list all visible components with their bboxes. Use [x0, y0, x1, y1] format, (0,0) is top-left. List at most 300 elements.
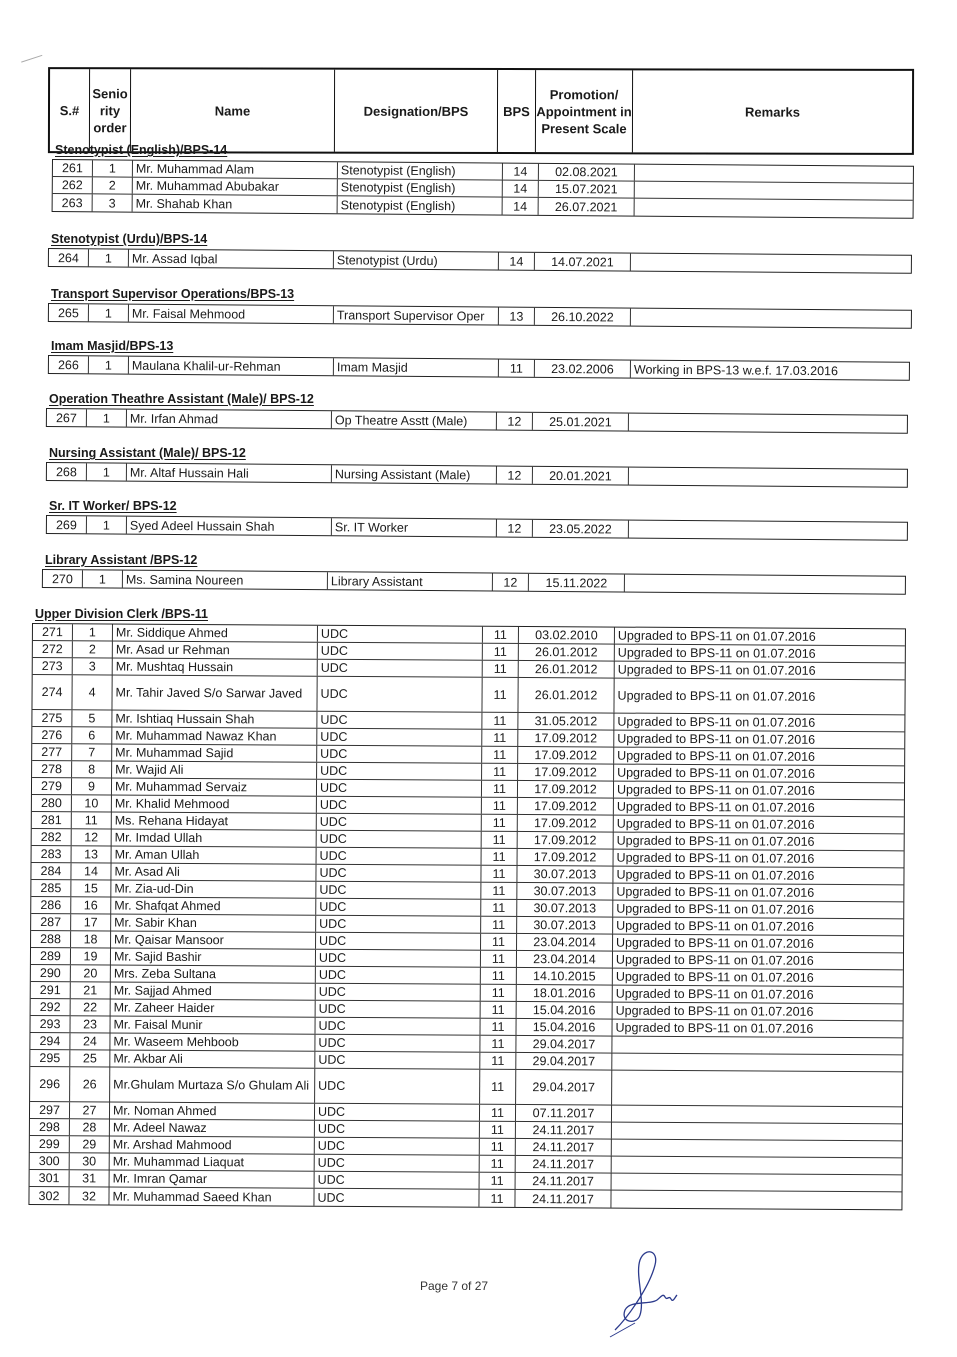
cell-promotion-date: 29.04.2017	[516, 1053, 612, 1070]
header-name: Name	[131, 69, 335, 151]
cell-bps: 11	[480, 1070, 516, 1104]
cell-name: Mr. Khalid Mehmood	[112, 795, 317, 812]
cell-name: Mr. Wajid Ali	[112, 761, 317, 778]
cell-sn: 265	[49, 304, 89, 321]
cell-name: Mr. Shafqat Ahmed	[111, 897, 316, 914]
cell-bps: 11	[482, 764, 518, 780]
cell-remarks	[629, 521, 907, 540]
cell-promotion-date: 26.01.2012	[519, 661, 615, 678]
cell-designation: UDC	[316, 882, 481, 899]
cell-name: Mr. Asad ur Rehman	[113, 641, 318, 658]
cell-designation: UDC	[315, 1069, 480, 1104]
cell-sn: 268	[47, 463, 87, 480]
cell-designation: Imam Masjid	[334, 358, 499, 376]
cell-sn: 267	[47, 409, 87, 426]
cell-designation: Transport Supervisor Oper	[334, 306, 499, 324]
cell-designation: UDC	[315, 1104, 480, 1121]
cell-seniority: 20	[71, 965, 111, 981]
section-title: Library Assistant /BPS-12	[45, 553, 198, 567]
cell-seniority: 9	[72, 778, 112, 794]
cell-bps: 11	[480, 1122, 516, 1138]
cell-bps: 14	[503, 181, 539, 197]
cell-remarks	[631, 254, 911, 273]
cell-promotion-date: 26.01.2012	[519, 644, 615, 661]
cell-promotion-date: 26.01.2012	[518, 678, 614, 713]
cell-promotion-date: 18.01.2016	[517, 985, 613, 1002]
cell-sn: 273	[33, 658, 73, 674]
cell-name: Mr. Siddique Ahmed	[113, 624, 318, 641]
cell-name: Mr. Zia-ud-Din	[111, 880, 316, 897]
cell-promotion-date: 31.05.2012	[518, 713, 614, 730]
cell-bps: 11	[481, 917, 517, 933]
cell-bps: 11	[480, 1053, 516, 1069]
cell-designation: Stenotypist (English)	[338, 196, 503, 214]
cell-sn: 293	[31, 1016, 71, 1032]
table-row	[43, 570, 905, 594]
cell-designation: Nursing Assistant (Male)	[332, 465, 497, 483]
cell-designation: UDC	[315, 1035, 480, 1052]
cell-sn: 261	[53, 160, 93, 176]
section	[46, 392, 908, 427]
cell-designation: UDC	[317, 712, 482, 729]
cell-seniority: 17	[71, 914, 111, 930]
cell-remarks: Upgraded to BPS-11 on 01.07.2016	[616, 782, 815, 798]
section	[48, 232, 912, 267]
cell-remarks: Upgraded to BPS-11 on 01.07.2016	[616, 884, 815, 900]
cell-sn: 291	[31, 982, 71, 998]
signature-image	[595, 1245, 685, 1345]
section-title: Imam Masjid/BPS-13	[51, 339, 174, 353]
cell-seniority: 15	[71, 880, 111, 896]
cell-sn: 272	[33, 641, 73, 657]
cell-remarks: Upgraded to BPS-11 on 01.07.2016	[615, 969, 814, 985]
cell-bps: 11	[481, 951, 517, 967]
cell-sn: 295	[30, 1050, 70, 1066]
cell-bps: 14	[503, 198, 539, 215]
cell-bps: 11	[482, 832, 518, 848]
cell-bps: 12	[497, 467, 533, 484]
cell-designation: UDC	[316, 916, 481, 933]
cell-name: Mr. Muhammad Sajid	[112, 744, 317, 761]
cell-remarks	[612, 1106, 902, 1124]
cell-seniority: 7	[72, 744, 112, 760]
cell-sn: 276	[32, 727, 72, 743]
cell-name: Mr. Waseem Mehboob	[110, 1033, 315, 1050]
cell-bps: 12	[497, 520, 533, 537]
cell-sn: 294	[30, 1033, 70, 1049]
cell-sn: 289	[31, 948, 71, 964]
cell-bps: 11	[499, 360, 535, 377]
cell-designation: Library Assistant	[328, 572, 493, 590]
cell-name: Mr.Ghulam Murtaza S/o Ghulam Ali	[110, 1067, 315, 1102]
table-row	[47, 409, 907, 433]
table-row	[49, 304, 911, 328]
cell-designation: UDC	[317, 746, 482, 763]
cell-designation: UDC	[316, 950, 481, 967]
cell-designation: UDC	[315, 1138, 480, 1155]
cell-remarks: Upgraded to BPS-11 on 01.07.2016	[616, 799, 815, 815]
cell-promotion-date: 17.09.2012	[518, 849, 614, 866]
cell-promotion-date: 23.05.2022	[533, 520, 629, 538]
section-title: Upper Division Clerk /BPS-11	[35, 607, 208, 621]
cell-seniority: 19	[71, 948, 111, 964]
cell-designation: UDC	[317, 729, 482, 746]
cell-designation: UDC	[315, 1052, 480, 1069]
cell-remarks: Upgraded to BPS-11 on 01.07.2016	[616, 918, 815, 934]
cell-promotion-date: 25.01.2021	[533, 413, 629, 431]
cell-bps: 11	[482, 713, 518, 729]
cell-name: Mr. Aman Ullah	[112, 846, 317, 863]
cell-seniority: 10	[72, 795, 112, 811]
cell-seniority: 18	[71, 931, 111, 947]
cell-name: Mr. Muhammad Liaquat	[110, 1153, 315, 1170]
cell-designation: UDC	[316, 984, 481, 1001]
table-row	[30, 1067, 902, 1107]
header-designation: Designation/BPS	[335, 70, 498, 152]
cell-bps: 11	[480, 1156, 516, 1172]
cell-seniority: 30	[70, 1153, 110, 1169]
cell-promotion-date: 30.07.2013	[517, 900, 613, 917]
cell-designation: Sr. IT Worker	[332, 518, 497, 536]
table-row	[47, 463, 907, 487]
cell-promotion-date: 14.07.2021	[535, 253, 631, 271]
cell-remarks	[612, 1071, 902, 1107]
cell-sn: 299	[30, 1136, 70, 1152]
cell-remarks	[612, 1123, 902, 1141]
cell-name: Mr. Imran Qamar	[110, 1170, 315, 1187]
cell-designation: UDC	[317, 780, 482, 797]
cell-seniority: 31	[70, 1170, 110, 1186]
cell-bps: 11	[482, 730, 518, 746]
header-bps: BPS	[498, 70, 536, 152]
cell-seniority: 6	[72, 727, 112, 743]
section-table	[48, 303, 912, 329]
section-title: Sr. IT Worker/ BPS-12	[49, 499, 177, 513]
cell-seniority: 3	[73, 658, 113, 674]
cell-remarks: Upgraded to BPS-11 on 01.07.2016	[616, 816, 815, 832]
cell-name: Mr. Imdad Ullah	[112, 829, 317, 846]
cell-seniority: 14	[71, 863, 111, 879]
cell-sn: 286	[31, 897, 71, 913]
scan-mark	[21, 55, 45, 70]
table-row	[49, 356, 909, 380]
cell-sn: 281	[32, 812, 72, 828]
cell-seniority: 29	[70, 1136, 110, 1152]
cell-promotion-date: 17.09.2012	[518, 832, 614, 849]
cell-bps: 11	[481, 866, 517, 882]
cell-seniority: 28	[70, 1119, 110, 1135]
cell-seniority: 25	[70, 1050, 110, 1066]
cell-seniority: 1	[89, 304, 129, 321]
cell-sn: 282	[32, 829, 72, 845]
cell-promotion-date: 15.11.2022	[529, 574, 625, 592]
cell-bps: 11	[480, 1036, 516, 1052]
cell-bps: 11	[480, 1019, 516, 1035]
cell-sn: 264	[49, 249, 89, 266]
cell-sn: 296	[30, 1067, 70, 1101]
cell-bps: 13	[499, 308, 535, 325]
cell-remarks: Upgraded to BPS-11 on 01.07.2016	[617, 662, 816, 678]
cell-sn: 301	[30, 1170, 70, 1186]
cell-promotion-date: 26.07.2021	[539, 198, 635, 216]
cell-designation: UDC	[317, 814, 482, 831]
cell-name: Mr. Assad Iqbal	[129, 250, 334, 269]
cell-name: Mr. Qaisar Mansoor	[111, 931, 316, 948]
cell-remarks: Upgraded to BPS-11 on 01.07.2016	[615, 952, 814, 968]
page-number: Page 7 of 27	[420, 1279, 489, 1293]
cell-bps: 11	[482, 815, 518, 831]
cell-designation: Op Theatre Asstt (Male)	[332, 411, 497, 429]
cell-name: Mr. Faisal Mehmood	[129, 305, 334, 324]
header-seniority: Senio rity order	[90, 69, 131, 151]
cell-promotion-date: 15.07.2021	[539, 181, 635, 198]
cell-sn: 288	[31, 931, 71, 947]
cell-seniority: 1	[87, 516, 127, 533]
cell-bps: 11	[479, 1190, 515, 1207]
section-table	[46, 408, 908, 434]
cell-name: Mr. Muhammad Nawaz Khan	[112, 727, 317, 744]
cell-seniority: 1	[73, 624, 113, 640]
cell-promotion-date: 23.04.2014	[517, 951, 613, 968]
cell-remarks: Upgraded to BPS-11 on 01.07.2016	[617, 628, 816, 644]
cell-bps: 14	[499, 253, 535, 270]
cell-name: Mr. Adeel Nawaz	[110, 1119, 315, 1136]
cell-promotion-date: 23.02.2006	[535, 360, 631, 378]
cell-remarks: Upgraded to BPS-11 on 01.07.2016	[617, 645, 816, 661]
cell-name: Mr. Ishtiaq Hussain Shah	[112, 710, 317, 727]
cell-bps: 11	[480, 1105, 516, 1121]
section-table	[52, 159, 914, 219]
cell-seniority: 1	[87, 409, 127, 426]
cell-bps: 11	[483, 644, 519, 660]
cell-remarks	[612, 1037, 902, 1055]
cell-name: Mr. Irfan Ahmad	[127, 410, 332, 429]
cell-promotion-date: 30.07.2013	[517, 917, 613, 934]
cell-sn: 292	[31, 999, 71, 1015]
cell-seniority: 2	[93, 177, 133, 193]
cell-promotion-date: 24.11.2017	[515, 1190, 611, 1208]
cell-remarks: Upgraded to BPS-11 on 01.07.2016	[617, 748, 816, 764]
table-row	[32, 675, 904, 715]
cell-name: Mr. Noman Ahmed	[110, 1102, 315, 1119]
cell-sn: 269	[47, 516, 87, 533]
cell-bps: 12	[497, 413, 533, 430]
table-row	[49, 249, 911, 273]
section	[52, 143, 914, 212]
cell-remarks: Working in BPS-13 w.e.f. 17.03.2016	[633, 362, 839, 378]
cell-name: Mr. Sajjad Ahmed	[111, 982, 316, 999]
cell-name: Mr. Mushtaq Hussain	[113, 658, 318, 675]
cell-seniority: 1	[89, 249, 129, 266]
cell-sn: 290	[31, 965, 71, 981]
cell-promotion-date: 29.04.2017	[516, 1036, 612, 1053]
cell-sn: 298	[30, 1119, 70, 1135]
cell-promotion-date: 24.11.2017	[516, 1139, 612, 1156]
cell-sn: 275	[32, 710, 72, 726]
cell-remarks: Upgraded to BPS-11 on 01.07.2016	[615, 1003, 814, 1019]
cell-sn: 284	[31, 863, 71, 879]
cell-bps: 11	[481, 934, 517, 950]
cell-designation: UDC	[316, 967, 481, 984]
cell-promotion-date: 17.09.2012	[518, 798, 614, 815]
cell-bps: 11	[481, 1002, 517, 1018]
cell-promotion-date: 07.11.2017	[516, 1105, 612, 1122]
header-promotion-date: Promotion/ Appointment in Present Scale	[536, 70, 633, 152]
section-table	[28, 623, 906, 1210]
cell-seniority: 1	[83, 570, 123, 587]
cell-promotion-date: 17.09.2012	[518, 730, 614, 747]
cell-sn: 271	[33, 624, 73, 640]
cell-bps: 11	[480, 1139, 516, 1155]
cell-designation: UDC	[315, 1121, 480, 1138]
cell-designation: UDC	[318, 643, 483, 660]
cell-designation: UDC	[318, 660, 483, 677]
cell-sn: 285	[31, 880, 71, 896]
cell-remarks	[631, 309, 911, 328]
section	[48, 339, 910, 378]
cell-remarks: Upgraded to BPS-11 on 01.07.2016	[617, 688, 816, 704]
cell-designation: Stenotypist (English)	[338, 179, 503, 196]
cell-remarks	[629, 414, 907, 433]
cell-seniority: 1	[93, 160, 133, 176]
cell-promotion-date: 15.04.2016	[517, 1002, 613, 1019]
section-title: Stenotypist (English)/BPS-14	[55, 143, 228, 157]
cell-promotion-date: 26.10.2022	[535, 308, 631, 326]
cell-sn: 283	[32, 846, 72, 862]
cell-promotion-date: 17.09.2012	[518, 747, 614, 764]
cell-name: Syed Adeel Hussain Shah	[127, 517, 332, 536]
cell-remarks	[635, 165, 913, 183]
section	[32, 607, 906, 1205]
cell-seniority: 13	[72, 846, 112, 862]
cell-seniority: 1	[87, 463, 127, 480]
cell-sn: 279	[32, 778, 72, 794]
section-title: Operation Theathre Assistant (Male)/ BPS-12	[49, 392, 314, 406]
cell-seniority: 4	[72, 675, 112, 709]
cell-sn: 297	[30, 1102, 70, 1118]
cell-sn: 270	[43, 570, 83, 587]
cell-bps: 14	[503, 164, 539, 180]
cell-remarks: Upgraded to BPS-11 on 01.07.2016	[617, 765, 815, 781]
cell-designation: Stenotypist (Urdu)	[334, 251, 499, 269]
cell-promotion-date: 24.11.2017	[516, 1156, 612, 1173]
cell-sn: 287	[31, 914, 71, 930]
cell-designation: UDC	[317, 848, 482, 865]
cell-bps: 12	[493, 574, 529, 591]
cell-remarks: Upgraded to BPS-11 on 01.07.2016	[616, 935, 814, 951]
cell-name: Mr. Akbar Ali	[110, 1050, 315, 1067]
cell-name: Mr. Sabir Khan	[111, 914, 316, 931]
cell-name: Mr. Shahab Khan	[133, 195, 338, 214]
cell-promotion-date: 30.07.2013	[517, 866, 613, 883]
cell-bps: 11	[482, 849, 518, 865]
table-row	[47, 516, 907, 540]
cell-promotion-date: 30.07.2013	[517, 883, 613, 900]
cell-promotion-date: 02.08.2021	[539, 164, 635, 181]
cell-seniority: 12	[72, 829, 112, 845]
cell-name: Mr. Muhammad Abubakar	[133, 178, 338, 196]
cell-designation: UDC	[318, 626, 483, 643]
cell-sn: 300	[30, 1153, 70, 1169]
cell-bps: 11	[483, 627, 519, 643]
cell-name: Mr. Tahir Javed S/o Sarwar Javed	[112, 675, 317, 710]
cell-bps: 11	[482, 678, 518, 712]
cell-seniority: 5	[72, 710, 112, 726]
cell-promotion-date: 20.01.2021	[533, 467, 629, 485]
cell-remarks	[612, 1054, 902, 1072]
cell-designation: UDC	[314, 1189, 479, 1207]
cell-remarks: Upgraded to BPS-11 on 01.07.2016	[616, 833, 815, 849]
cell-remarks: Upgraded to BPS-11 on 01.07.2016	[616, 850, 815, 866]
cell-name: Ms. Rehana Hidayat	[112, 812, 317, 829]
cell-promotion-date: 03.02.2010	[519, 627, 615, 644]
cell-sn: 262	[53, 177, 93, 193]
cell-designation: UDC	[317, 763, 482, 780]
cell-remarks: Upgraded to BPS-11 on 01.07.2016	[617, 714, 816, 730]
cell-seniority: 27	[70, 1102, 110, 1118]
cell-designation: UDC	[316, 1001, 481, 1018]
cell-seniority: 21	[71, 982, 111, 998]
cell-bps: 11	[482, 798, 518, 814]
cell-seniority: 3	[93, 194, 133, 211]
cell-seniority: 8	[72, 761, 112, 777]
cell-promotion-date: 23.04.2014	[517, 934, 613, 951]
cell-name: Mr. Arshad Mahmood	[110, 1136, 315, 1153]
cell-name: Mr. Faisal Munir	[111, 1016, 316, 1033]
cell-remarks	[612, 1174, 902, 1192]
cell-name: Mr. Muhammad Saeed Khan	[109, 1187, 314, 1205]
section-title: Stenotypist (Urdu)/BPS-14	[51, 232, 208, 246]
cell-promotion-date: 17.09.2012	[518, 781, 614, 798]
header-remarks: Remarks	[745, 104, 800, 120]
cell-remarks	[635, 182, 913, 200]
cell-sn: 274	[32, 675, 72, 709]
cell-designation: UDC	[317, 831, 482, 848]
cell-bps: 11	[480, 1173, 516, 1189]
section-table	[46, 515, 908, 541]
section-table	[46, 462, 908, 488]
cell-remarks: Upgraded to BPS-11 on 01.07.2016	[615, 986, 814, 1002]
cell-name: Mr. Asad Ali	[111, 863, 316, 880]
table-header	[48, 67, 914, 155]
cell-remarks: Upgraded to BPS-11 on 01.07.2016	[615, 1020, 814, 1036]
cell-name: Mr. Muhammad Alam	[133, 161, 338, 179]
cell-bps: 11	[481, 900, 517, 916]
section-title: Transport Supervisor Operations/BPS-13	[51, 287, 295, 301]
cell-bps: 11	[483, 661, 519, 677]
section-title: Nursing Assistant (Male)/ BPS-12	[49, 446, 246, 460]
cell-remarks: Upgraded to BPS-11 on 01.07.2016	[616, 901, 815, 917]
cell-remarks	[611, 1191, 901, 1210]
cell-remarks	[625, 575, 905, 594]
cell-promotion-date: 24.11.2017	[516, 1173, 612, 1190]
cell-sn: 278	[32, 761, 72, 777]
cell-name: Maulana Khalil-ur-Rehman	[129, 357, 334, 376]
cell-remarks	[635, 199, 913, 218]
cell-promotion-date: 14.10.2015	[517, 968, 613, 985]
cell-bps: 11	[482, 781, 518, 797]
cell-promotion-date: 15.04.2016	[516, 1019, 612, 1036]
cell-bps: 11	[481, 985, 517, 1001]
header-sn: S.#	[50, 69, 90, 151]
cell-remarks: Upgraded to BPS-11 on 01.07.2016	[616, 867, 815, 883]
cell-designation: UDC	[316, 933, 481, 950]
cell-sn: 266	[49, 356, 89, 373]
cell-designation: UDC	[316, 899, 481, 916]
cell-designation: UDC	[317, 677, 482, 712]
section	[46, 499, 908, 534]
cell-designation: UDC	[317, 797, 482, 814]
